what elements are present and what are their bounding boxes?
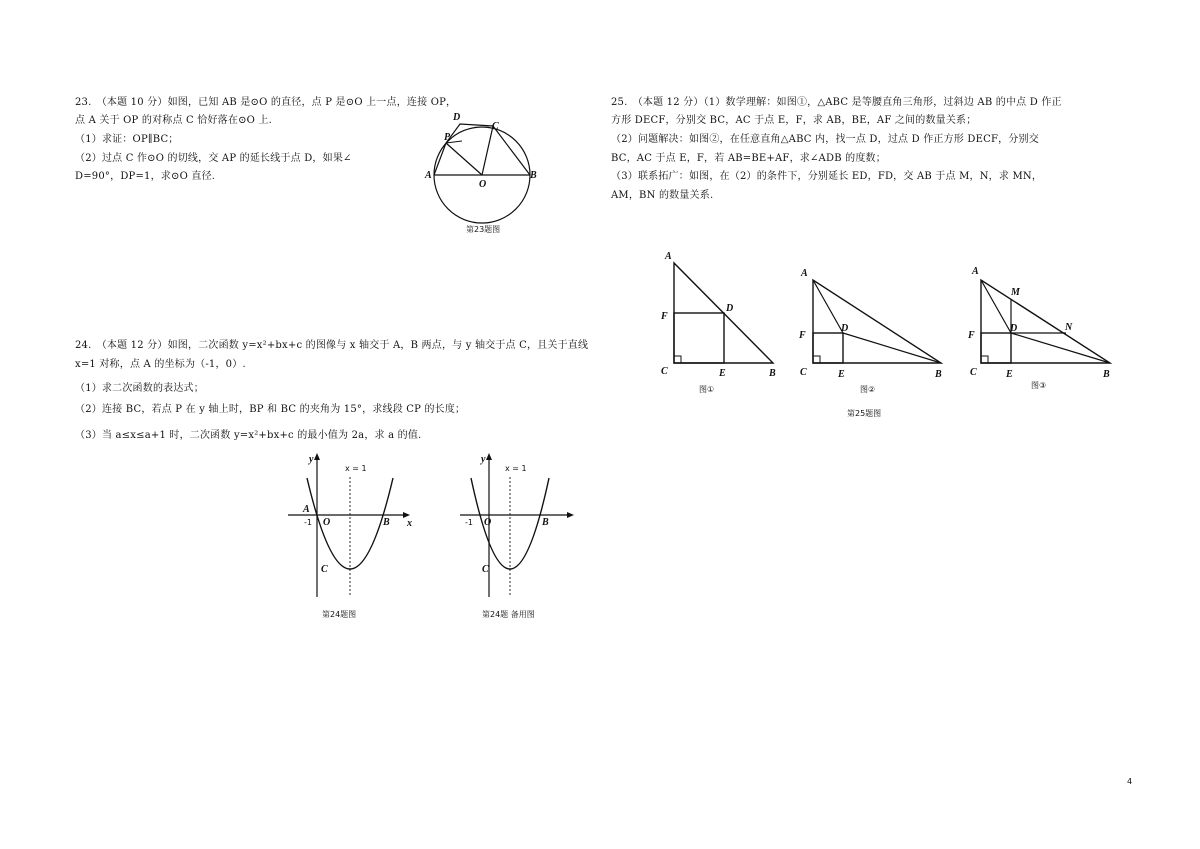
- q24-fig2-label-O: O: [484, 517, 492, 528]
- q24-line-5: （3）当 a≤x≤a+1 时，二次函数 y=x²+bx+c 的最小值为 2a，求 a 的值.: [75, 430, 422, 441]
- q23-label-O: O: [479, 179, 487, 190]
- q23-line-2: 点 A 关于 OP 的对称点 C 恰好落在⊙O 上.: [75, 115, 273, 126]
- q25-fig1-caption: 图①: [699, 385, 715, 394]
- q25-fig3-caption: 图③: [1031, 381, 1047, 390]
- q25-fig3-label-C: C: [970, 367, 977, 378]
- q25-fig3-label-E: E: [1006, 369, 1013, 380]
- q25-figure-1: [655, 248, 785, 388]
- q24-fig2-neg1: -1: [465, 518, 473, 527]
- q23-figure-caption: 第23题图: [466, 225, 501, 234]
- q24-fig2-label-C: C: [482, 564, 489, 575]
- q24-fig1-label-B: B: [383, 517, 390, 528]
- q25-fig1-label-A: A: [665, 251, 672, 262]
- q25-fig2-label-A: A: [801, 268, 808, 279]
- q25-line-5: （3）联系拓广：如图，在（2）的条件下，分别延长 ED，FD，交 AB 于点 M，N，求 MN，: [611, 171, 1043, 182]
- q25-fig2-label-F: F: [799, 330, 806, 341]
- q25-fig1-label-C: C: [661, 366, 668, 377]
- q25-fig2-label-E: E: [838, 369, 845, 380]
- q25-line-6: AM，BN 的数量关系.: [611, 190, 714, 201]
- q25-fig3-label-B: B: [1103, 369, 1110, 380]
- q24-fig2-label-y: y: [481, 454, 486, 465]
- q25-fig3-label-F: F: [968, 330, 975, 341]
- q23-line-5: D=90°，DP=1，求⊙O 直径.: [75, 171, 216, 182]
- q24-fig1-label-O: O: [323, 517, 331, 528]
- q25-line-2: 方形 DECF，分别交 BC，AC 于点 E，F，求 AB，BE，AF 之间的数量关系；: [611, 115, 977, 126]
- q25-line-1: 25. （本题 12 分）（1）数学理解：如图①，△ABC 是等腰直角三角形，过斜边 AB 的中点 D 作正: [611, 97, 1062, 108]
- q24-fig1-label-y: y: [309, 454, 314, 465]
- q24-figure-2: [457, 450, 597, 610]
- q24-figure-1: [285, 450, 425, 610]
- q23-label-A: A: [425, 170, 432, 181]
- q25-fig1-label-B: B: [769, 368, 776, 379]
- q23-label-D: D: [453, 112, 461, 123]
- q23-line-3: （1）求证：OP∥BC；: [75, 134, 179, 145]
- q23-label-P: P: [444, 132, 451, 143]
- q24-fig1-neg1: -1: [304, 518, 312, 527]
- q25-line-4: BC，AC 于点 E，F，若 AB=BE+AF，求∠ADB 的度数；: [611, 153, 886, 164]
- q24-line-1: 24. （本题 12 分）如图，二次函数 y=x²+bx+c 的图像与 x 轴交于 A，B 两点，与 y 轴交于点 C，且关于直线: [75, 340, 589, 351]
- q24-fig1-label-x: x: [407, 518, 412, 529]
- q24-fig2-label-B: B: [542, 517, 549, 528]
- q23-label-B: B: [530, 170, 537, 181]
- q24-fig1-label-A: A: [303, 504, 310, 515]
- page-number: 4: [1127, 777, 1133, 786]
- q25-fig3-label-N: N: [1065, 322, 1073, 333]
- q24-line-3: （1）求二次函数的表达式；: [75, 383, 204, 394]
- q23-line-4: （2）过点 C 作⊙O 的切线，交 AP 的延长线于点 D，如果∠: [75, 153, 352, 164]
- q25-fig1-label-F: F: [661, 311, 668, 322]
- q25-fig3-label-D: D: [1010, 323, 1018, 334]
- q24-figure-1-caption: 第24题图: [322, 610, 357, 619]
- q24-fig1-axis-line: x = 1: [345, 464, 367, 473]
- q25-line-3: （2）问题解决：如图②，在任意直角△ABC 内，找一点 D，过点 D 作正方形 DECF，分别交: [611, 134, 1039, 145]
- q24-figure-2-caption: 第24题 备用图: [482, 610, 535, 619]
- q25-figure-caption: 第25题图: [847, 409, 882, 418]
- q25-fig1-label-E: E: [719, 368, 726, 379]
- q25-fig2-label-D: D: [841, 323, 849, 334]
- q25-figure-2: [797, 262, 947, 402]
- q24-fig2-axis-line: x = 1: [505, 464, 527, 473]
- q25-fig3-label-A: A: [972, 266, 979, 277]
- q24-line-2: x=1 对称，点 A 的坐标为（-1，0）.: [75, 359, 246, 370]
- q23-line-1: 23. （本题 10 分）如图，已知 AB 是⊙O 的直径，点 P 是⊙O 上一点，连接 OP，: [75, 97, 457, 108]
- q24-line-4: （2）连接 BC，若点 P 在 y 轴上时，BP 和 BC 的夹角为 15°，求线段 CP 的长度；: [75, 404, 466, 415]
- q25-fig2-caption: 图②: [860, 385, 876, 394]
- q25-fig3-label-M: M: [1011, 287, 1020, 298]
- q25-fig2-label-C: C: [800, 367, 807, 378]
- q23-label-C: C: [492, 121, 499, 132]
- q25-fig1-label-D: D: [726, 303, 734, 314]
- q25-fig2-label-B: B: [935, 369, 942, 380]
- q24-fig1-label-C: C: [321, 564, 328, 575]
- q23-figure: [420, 105, 560, 225]
